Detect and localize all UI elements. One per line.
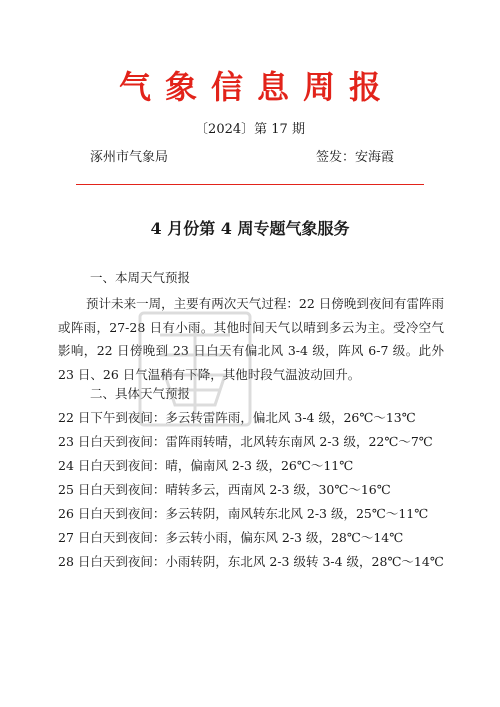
signer-name: 安海霞 xyxy=(355,150,395,165)
forecast-row xyxy=(58,526,458,550)
forecast-detail: 多云转小雨，偏东风 2-3 级，28℃～14℃ xyxy=(165,530,404,545)
forecast-row xyxy=(58,478,458,502)
forecast-row xyxy=(58,550,458,574)
forecast-row xyxy=(58,454,458,478)
forecast-day: 23 日白天到夜间： xyxy=(58,434,166,449)
forecast-day: 26 日白天到夜间： xyxy=(58,506,166,521)
section-heading-weekly-forecast: 一、本周天气预报 xyxy=(90,270,191,285)
forecast-day: 25 日白天到夜间： xyxy=(58,482,166,497)
forecast-detail: 晴转多云，西南风 2-3 级，30℃～16℃ xyxy=(165,482,391,497)
forecast-detail: 晴，偏南风 2-3 级，26℃～11℃ xyxy=(165,458,354,473)
forecast-day: 27 日白天到夜间： xyxy=(58,530,166,545)
topic-title: 4 月份第 4 周专题气象服务 xyxy=(150,219,350,238)
forecast-row xyxy=(58,406,458,430)
red-divider xyxy=(76,184,424,185)
forecast-detail: 多云转雷阵雨，偏北风 3-4 级，26℃～13℃ xyxy=(165,410,416,425)
signer xyxy=(316,146,394,165)
forecast-detail: 雷阵雨转晴，北风转东南风 2-3 级，22℃～7℃ xyxy=(165,434,433,449)
forecast-day: 24 日白天到夜间： xyxy=(58,458,166,473)
signer-label: 签发： xyxy=(316,150,356,165)
daily-forecast-list xyxy=(58,406,458,574)
section-heading-detailed-forecast: 二、具体天气预报 xyxy=(90,386,191,401)
forecast-row xyxy=(58,430,458,454)
forecast-detail: 小雨转阴，东北风 2-3 级转 3-4 级，28℃～14℃ xyxy=(165,554,444,569)
forecast-day: 28 日白天到夜间： xyxy=(58,554,166,569)
publisher: 涿州市气象局 xyxy=(90,150,169,165)
masthead-title: 气象信息周报 xyxy=(118,68,395,106)
forecast-detail: 多云转阴，南风转东北风 2-3 级，25℃～11℃ xyxy=(165,506,429,521)
issue-number: 〔2024〕第 17 期 xyxy=(195,122,305,137)
weekly-forecast-paragraph: 预计未来一周，主要有两次天气过程：22 日傍晚到夜间有雷阵雨或阵雨，27-28 日有小雨。其他时间天气以晴到多云为主。受冷空气影响，22 日傍晚到 23 日白天有偏北风 3-4 级，阵风 6-7 级。此外 23 日、26 日气温稍有下降，其他时段气温波动回升。 xyxy=(58,296,444,382)
forecast-row xyxy=(58,502,458,526)
forecast-day: 22 日下午到夜间： xyxy=(58,410,166,425)
